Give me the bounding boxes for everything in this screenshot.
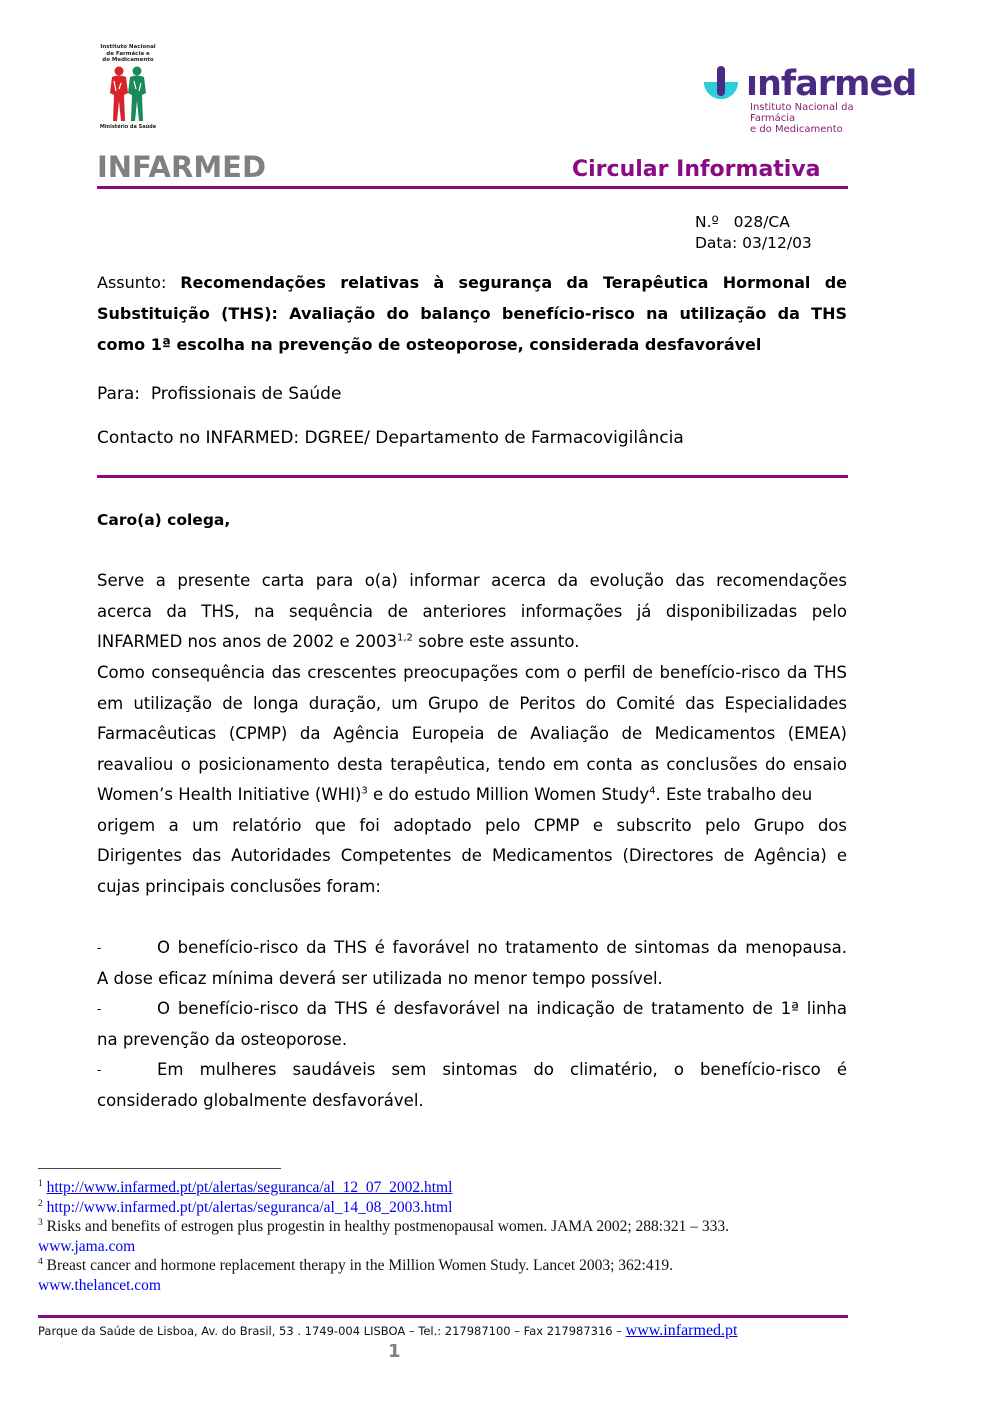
footnote-number: 2: [38, 1198, 43, 1209]
text-span: O benefício-risco da THS é desfavorável na indicação de tratamento de 1ª linha: [157, 999, 847, 1018]
text-span: Women’s Health Initiative (WHI): [97, 785, 362, 804]
document-date: [695, 233, 812, 254]
subject: [97, 267, 847, 360]
footer-address: [38, 1322, 738, 1340]
dash-bullet: -: [97, 1002, 102, 1016]
text-span: sobre este assunto.: [412, 632, 580, 651]
footnote-link[interactable]: www.thelancet.com: [38, 1276, 161, 1294]
human-figures-icon: [106, 65, 150, 123]
dash-bullet: -: [97, 1063, 102, 1077]
footnote-number: 4: [38, 1257, 43, 1268]
footnote-text: Risks and benefits of estrogen plus progestin in healthy postmenopausal women. JAMA 2002; 288:321 – 333.: [46, 1218, 729, 1236]
text-line: Farmacêuticas (CPMP) da Agência Europeia de Avaliação de Medicamentos (EMEA): [97, 724, 847, 743]
contact: [97, 428, 684, 448]
subject-line: [97, 267, 847, 298]
list-item: [97, 933, 847, 964]
footnote-text: Breast cancer and hormone replacement therapy in the Million Women Study. Lancet 2003; 362:419.: [46, 1257, 673, 1275]
footnote-3: [38, 1217, 729, 1237]
text-span: [97, 780, 812, 811]
text-line: [97, 780, 847, 811]
footnote-ref: 4: [649, 785, 656, 797]
ministry-logo: [96, 44, 160, 136]
text-line: Dirigentes das Autoridades Competentes de Medicamentos (Directores de Agência) e: [97, 846, 847, 865]
text-line: considerado globalmente desfavorável.: [97, 1090, 424, 1110]
text-line: origem a um relatório que foi adoptado pelo CPMP e subscrito pelo Grupo dos: [97, 815, 847, 835]
text-span: INFARMED nos anos de 2002 e 2003: [97, 632, 397, 651]
date-value: 03/12/03: [742, 234, 812, 252]
footnote-number: 1: [38, 1178, 43, 1189]
footnote-link[interactable]: http://www.infarmed.pt/pt/alertas/seguranca/al_12_07_2002.html: [46, 1179, 453, 1196]
recipient: [97, 384, 341, 404]
document-meta: [695, 212, 812, 254]
text-line: acerca da THS, na sequência de anteriores informações já disponibilizadas pelo: [97, 601, 847, 621]
infarmed-wordmark: ınfarmed: [746, 64, 917, 104]
subject-line: [97, 329, 847, 360]
text-line: cujas principais conclusões foram:: [97, 876, 381, 896]
recipient-value: Profissionais de Saúde: [150, 384, 342, 404]
list-item: [97, 1055, 847, 1086]
caption-line: de Farmácia e: [106, 50, 150, 57]
text-span: e do estudo Million Women Study: [367, 785, 650, 804]
text-span: O benefício-risco da THS é favorável no tratamento de sintomas da menopausa.: [157, 938, 847, 957]
text-line: [97, 627, 847, 658]
number-value: 028/CA: [733, 213, 790, 231]
recipient-label: Para:: [97, 384, 141, 404]
number-label: N.º: [695, 213, 719, 231]
subject-text: Substituição (THS): Avaliação do balanço benefício-risco na utilização da THS: [97, 304, 847, 323]
footnote-2: [38, 1198, 729, 1218]
section-divider: [97, 475, 848, 478]
caption-line: Instituto Nacional: [100, 44, 156, 50]
power-icon: [700, 64, 742, 108]
footnote-4: [38, 1256, 729, 1276]
website-link[interactable]: www.infarmed.pt: [625, 1322, 738, 1339]
footnotes: [38, 1178, 729, 1296]
subject-label: Assunto:: [97, 273, 167, 292]
text-line: Como consequência das crescentes preocupações com o perfil de benefício-risco da THS: [97, 663, 847, 682]
text-line: reavaliou o posicionamento desta terapêutica, tendo em conta as conclusões do ensaio: [97, 754, 847, 774]
text-line: A dose eficaz mínima deverá ser utilizada no menor tempo possível.: [97, 968, 663, 988]
footnote-link[interactable]: http://www.infarmed.pt/pt/alertas/seguranca/al_14_08_2003.html: [46, 1198, 453, 1216]
paragraph-intro: [97, 566, 847, 658]
footnote-number: 3: [38, 1218, 43, 1229]
footnote-separator: [38, 1168, 281, 1169]
date-label: Data:: [695, 234, 738, 252]
footnote-ref: 3: [361, 785, 368, 797]
footnote-ref: 1,2: [396, 632, 413, 644]
header-divider: [97, 186, 848, 189]
footnote-1: [38, 1178, 729, 1198]
subtitle-line: e do Medicamento: [750, 124, 843, 135]
dash-bullet: -: [97, 941, 102, 955]
document-number: [695, 212, 812, 233]
address-text: Parque da Saúde de Lisboa, Av. do Brasil, 53 . 1749-004 LISBOA – Tel.: 217987100 – Fax 217987316 –: [38, 1324, 626, 1338]
conclusions-list: [97, 933, 847, 1116]
contact-value: DGREE/ Departamento de Farmacovigilância: [304, 428, 684, 448]
infarmed-logo: [700, 64, 917, 135]
brand-title: INFARMED: [97, 150, 267, 184]
footer-divider: [38, 1315, 848, 1318]
text-line: Serve a presente carta para o(a) informar acerca da evolução das recomendações: [97, 571, 847, 590]
salutation: Caro(a) colega,: [97, 511, 231, 529]
list-item: [97, 994, 847, 1025]
ministry-logo-caption: [96, 44, 160, 64]
subtitle-line: Instituto Nacional da Farmácia: [750, 102, 854, 124]
text-line: na prevenção da osteoporose.: [97, 1029, 348, 1049]
document-type: Circular Informativa: [572, 157, 821, 182]
page-number: 1: [388, 1341, 401, 1362]
footnote-link[interactable]: www.jama.com: [38, 1237, 136, 1255]
subject-text: como 1ª escolha na prevenção de osteoporose, considerada desfavorável: [97, 335, 762, 354]
paragraph-context: [97, 658, 847, 902]
text-span: . Este trabalho deu: [655, 785, 813, 804]
ministry-name: Ministério da Saúde: [99, 123, 157, 130]
contact-label: Contacto no INFARMED:: [97, 428, 300, 448]
text-line: em utilização de longa duração, um Grupo de Peritos do Comité das Especialidades: [97, 693, 847, 713]
infarmed-subtitle: [750, 102, 890, 135]
subject-line: [97, 298, 847, 329]
subject-text: Recomendações relativas à segurança da Terapêutica Hormonal de: [180, 273, 847, 292]
caption-line: do Medicamento: [102, 57, 154, 63]
text-span: Em mulheres saudáveis sem sintomas do climatério, o benefício-risco é: [157, 1060, 847, 1079]
